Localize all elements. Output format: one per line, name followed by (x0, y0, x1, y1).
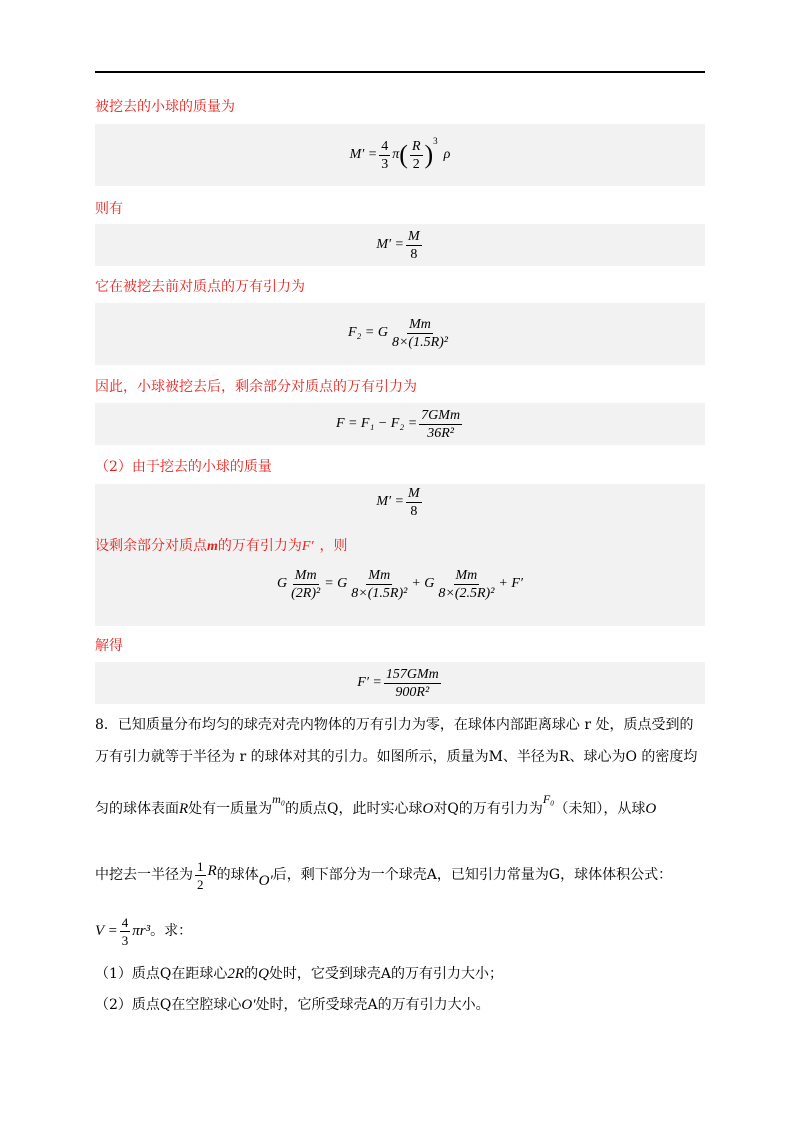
header-rule (95, 71, 705, 73)
equation-box-3 (95, 303, 705, 365)
problem-line-2: 万有引力就等于半径为 r 的球体对其的引力。如图所示，质量为M、半径为R、球心为O 的密度均 (95, 749, 698, 765)
label-let-force: 设剩余部分对质点m的万有引力为F′ ，则 (95, 538, 348, 554)
equation-mass-ratio-2: M′ = $\frac{M}{8}$ (376, 485, 420, 519)
equation-f-prime: F′ = $\frac{\text{157GMm}}{\text{900R²}}$ (357, 666, 439, 700)
label-force-before: 它在被挖去前对质点的万有引力为 (95, 279, 305, 295)
label-part2: （2）由于挖去的小球的质量 (95, 459, 272, 475)
label-remaining-force: 因此，小球被挖去后，剩余部分对质点的万有引力为 (95, 379, 417, 395)
equation-box-7 (95, 662, 705, 704)
problem-line-5: V = $\frac{4}{3}$ πr³ 。求： (95, 914, 193, 948)
equation-box-1 (95, 124, 705, 186)
problem-line-4: 中挖去一半径为 $\frac{1}{2}$ R 的球体 O′ 后，剩下部分为一个球壳A，已知引力常量为G，球体体积公式： (95, 858, 673, 892)
question-1: （1）质点Q在距球心2R的Q处时，它受到球壳A的万有引力大小； (95, 966, 504, 982)
problem-line-3: 匀的球体表面R处有一质量为m₀的质点Q，此时实心球O对Q的万有引力为F₀（未知），从球O (95, 792, 657, 817)
equation-mass-ratio: M′ = $\frac{M}{8}$ (376, 228, 420, 262)
label-then: 则有 (95, 201, 123, 217)
equation-removed-mass: M′ = $\frac{4}{3}$ π ( $\frac{R}{2}$ ) $^3$ ρ (349, 136, 451, 172)
label-removed-mass: 被挖去的小球的质量为 (95, 99, 235, 115)
equation-f: F = F₁ − F₂ = $\frac{\text{7GMm}}{\text{36R²}}$ (335, 407, 461, 441)
label-solve: 解得 (95, 638, 123, 654)
equation-balance: G $\frac{Mm}{\text{(2R)²}}$ = G $\frac{Mm}{\text{8×(1.5R)²}}$ + G $\frac{Mm}{\text{8×(2.5R)²}}$ + F′ (277, 567, 523, 601)
equation-f2: F₂ = G $\frac{Mm}{\text{8×(1.5R)²}}$ (347, 316, 448, 350)
problem-line-1: 8．已知质量分布均匀的球壳对壳内物体的万有引力为零，在球体内部距离球心 r 处，质点受到的 (95, 717, 694, 733)
question-2: （2）质点Q在空腔球心O′处时，它所受球壳A的万有引力大小。 (95, 997, 490, 1013)
equation-box-2 (95, 224, 705, 266)
equation-box-4 (95, 403, 705, 445)
